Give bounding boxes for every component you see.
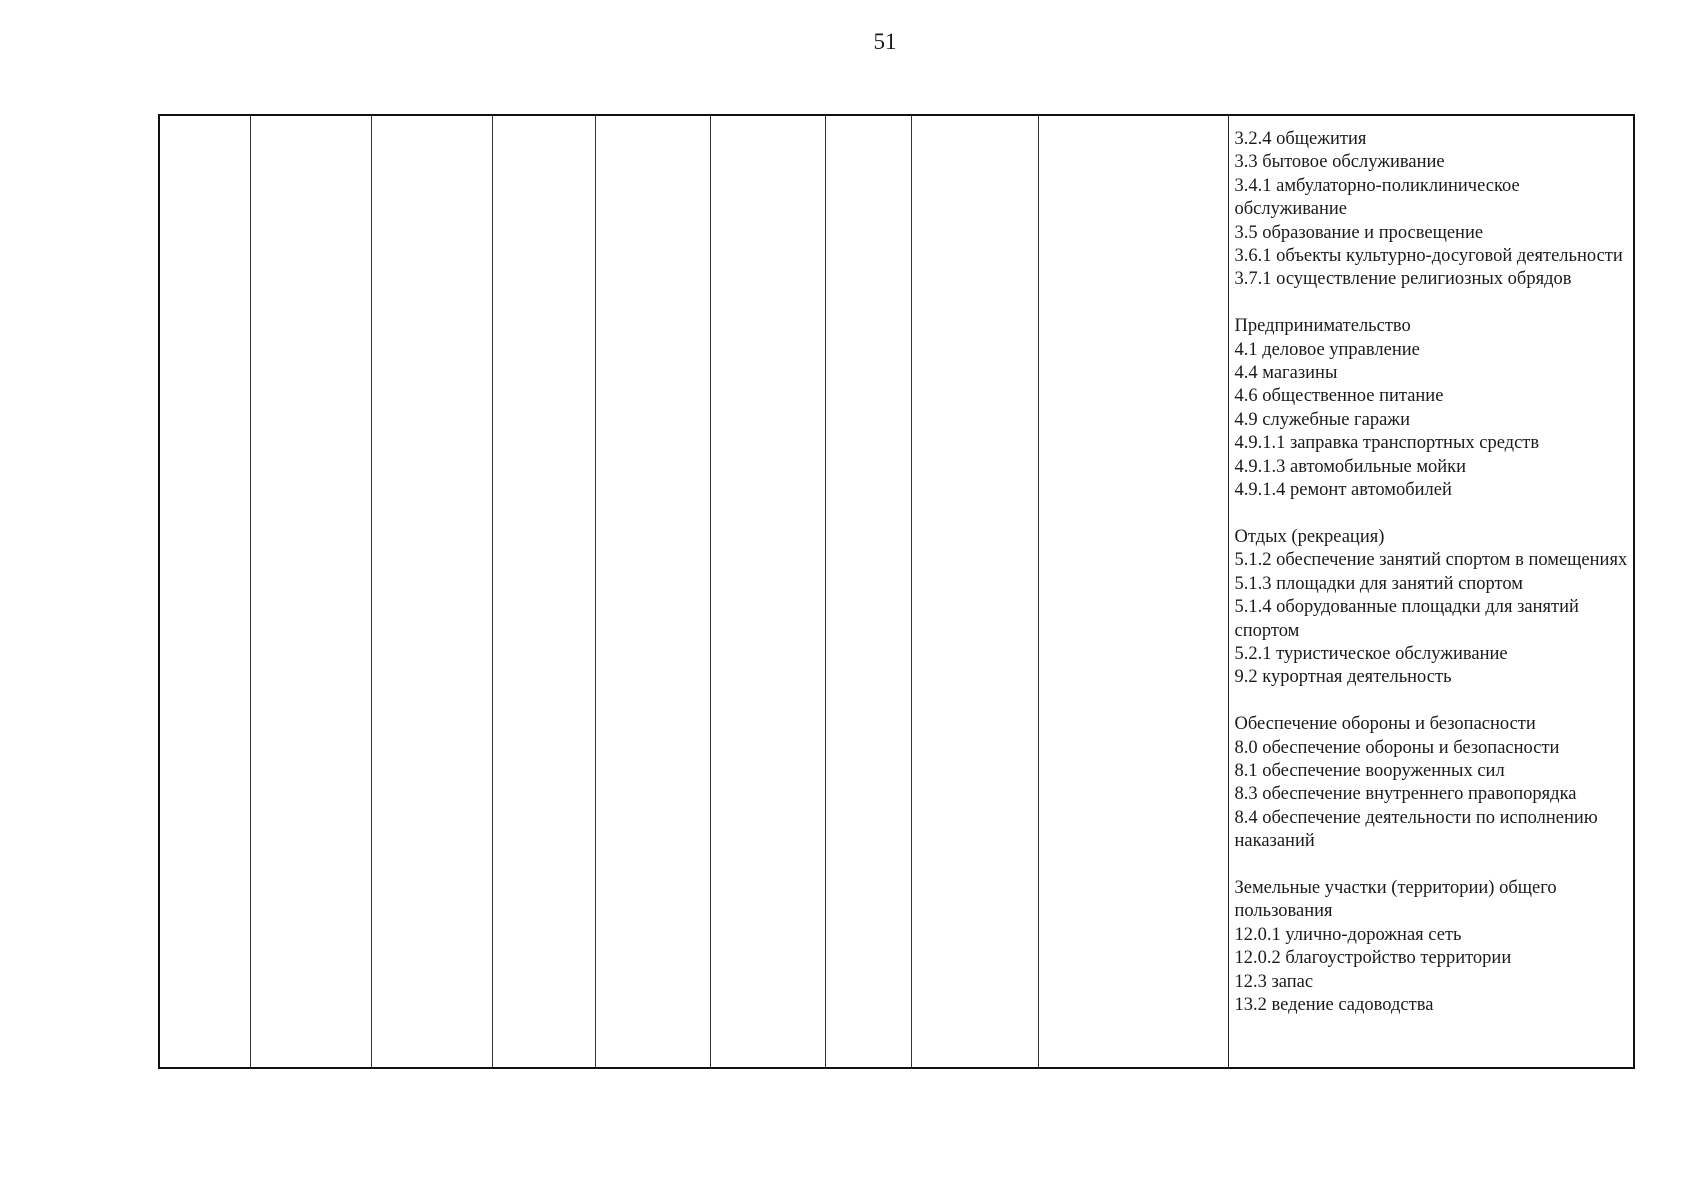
- use-item: 8.0 обеспечение обороны и безопасности: [1234, 737, 1560, 758]
- table-grid: [160, 116, 1633, 1067]
- use-item: 3.7.1 осуществление религиозных обрядов: [1234, 269, 1572, 290]
- permitted-uses-cell: [1228, 116, 1633, 1067]
- empty-cell: [710, 116, 825, 1067]
- use-item: 8.1 обеспечение вооруженных сил: [1234, 760, 1505, 781]
- use-item: 5.1.3 площадки для занятий спортом: [1234, 573, 1523, 594]
- use-item: 3.2.4 общежития: [1234, 129, 1367, 149]
- use-item: 4.9 служебные гаражи: [1234, 409, 1410, 430]
- use-item: 8.3 обеспечение внутреннего правопорядка: [1234, 784, 1577, 805]
- use-item: 3.4.1 амбулаторно-поликлиническое обслуживание: [1234, 175, 1520, 220]
- use-item: 4.6 общественное питание: [1234, 386, 1444, 407]
- empty-cell: [825, 116, 911, 1067]
- use-item: 9.2 курортная деятельность: [1234, 667, 1452, 688]
- permitted-use-table: [158, 114, 1635, 1069]
- use-item: 5.1.2 обеспечение занятий спортом в помещениях: [1234, 550, 1628, 571]
- use-item: 4.9.1.4 ремонт автомобилей: [1234, 480, 1452, 501]
- empty-cell: [1038, 116, 1228, 1067]
- use-item: 5.2.1 туристическое обслуживание: [1234, 643, 1508, 664]
- use-item: 4.9.1.3 автомобильные мойки: [1234, 456, 1467, 477]
- use-item: 5.1.4 оборудованные площадки для занятий спортом: [1234, 597, 1579, 641]
- use-group-defense: [1235, 713, 1634, 853]
- use-item: 3.5 образование и просвещение: [1234, 222, 1484, 243]
- use-item: 4.1 деловое управление: [1234, 339, 1420, 360]
- group-heading: Отдых (рекреация): [1234, 526, 1385, 547]
- group-heading: Земельные участки (территории) общего пользования: [1234, 877, 1557, 922]
- use-item: 12.3 запас: [1234, 971, 1314, 992]
- empty-cell: [371, 116, 492, 1067]
- empty-cell: [911, 116, 1038, 1067]
- empty-cell: [160, 116, 250, 1067]
- group-heading: Обеспечение обороны и безопасности: [1234, 714, 1536, 735]
- use-item: 4.9.1.1 заправка транспортных средств: [1234, 433, 1540, 454]
- use-group-entrepreneurship: [1235, 315, 1634, 502]
- use-group-recreation: [1235, 526, 1634, 690]
- empty-cell: [595, 116, 710, 1067]
- page-number: 51: [873, 29, 897, 54]
- use-item: 3.6.1 объекты культурно-досуговой деятельности: [1234, 246, 1623, 267]
- use-item: 8.4 обеспечение деятельности по исполнению наказаний: [1234, 807, 1598, 852]
- table-row: [160, 116, 1633, 1067]
- empty-cell: [492, 116, 595, 1067]
- use-item: 13.2 ведение садоводства: [1234, 994, 1434, 1015]
- use-item: 12.0.1 улично-дорожная сеть: [1234, 924, 1462, 945]
- use-item: 12.0.2 благоустройство территории: [1234, 948, 1512, 969]
- group-heading: Предпринимательство: [1234, 316, 1411, 337]
- empty-cell: [250, 116, 371, 1067]
- use-group-general: [1235, 128, 1634, 292]
- use-item: 3.3 бытовое обслуживание: [1234, 152, 1445, 173]
- use-item: 4.4 магазины: [1234, 363, 1338, 384]
- use-group-public-land: [1235, 877, 1634, 1017]
